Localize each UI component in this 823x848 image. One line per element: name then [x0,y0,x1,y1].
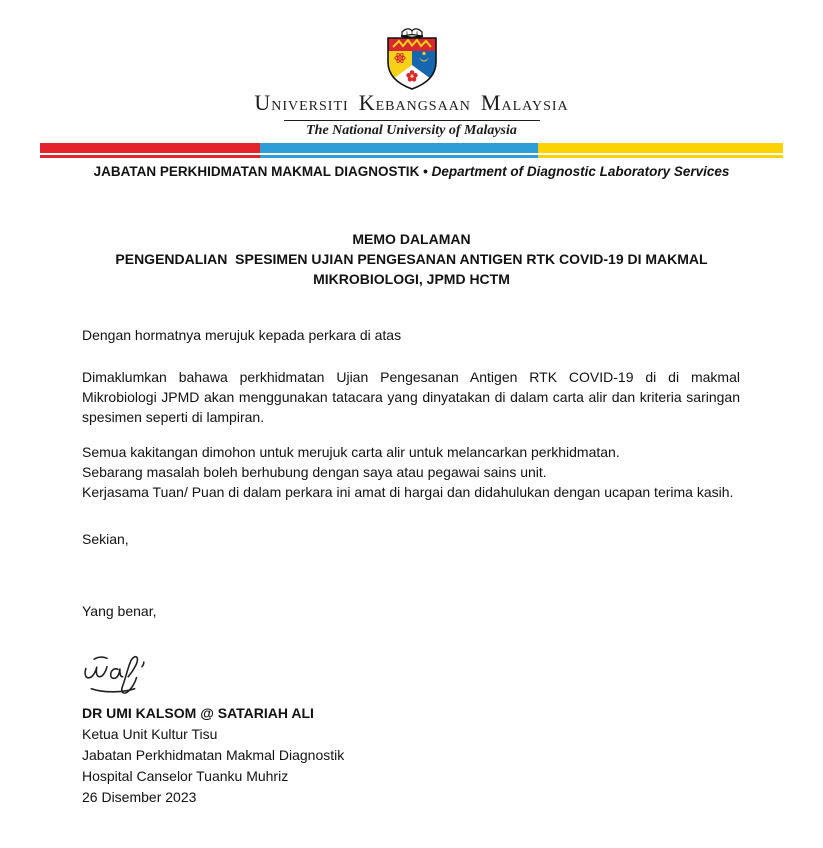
letterhead [0,0,823,179]
salutation: Yang benar, [82,603,157,619]
university-name-word: MALAYSIA [480,90,569,115]
bar-red-segment [40,143,260,153]
paragraph-line: Mikrobiologi JPMD akan menggunakan tatacara yang dinyatakan di dalam carta alir dan kriteria saringan [82,389,740,405]
tricolor-bar [40,143,783,158]
signatory-block [82,703,740,808]
paragraph-line: Sebarang masalah boleh berhubung dengan saya atau pegawai sains unit. [82,464,547,480]
paragraph-line: Kerjasama Tuan/ Puan di dalam perkara ini amat di hargai dan didahulukan dengan ucapan terima kasih. [82,484,734,500]
tricolor-bar-thick [40,143,783,153]
university-name-word: KEBANGSAAN [358,90,471,115]
signatory-department: Jabatan Perkhidmatan Makmal Diagnostik [82,747,345,763]
signatory-hospital: Hospital Canselor Tuanku Muhriz [82,768,289,784]
signatory-position: Ketua Unit Kultur Tisu [82,726,218,742]
department-header [0,164,823,179]
signatory-name: DR UMI KALSOM @ SATARIAH ALI [82,705,314,721]
bar-yellow-segment [538,143,783,153]
memo-body [82,325,740,808]
wordmark-divider [284,120,540,121]
paragraph-notice [82,367,740,427]
memo-title [0,229,823,289]
university-name-word: UNIVERSITI [254,90,349,115]
tricolor-bar-thin [40,155,783,158]
memo-title-line: MEMO DALAMAN [352,231,471,247]
paragraph-line: Semua kakitangan dimohon untuk merujuk carta alir untuk melancarkan perkhidmatan. [82,444,620,460]
memo-date: 26 Disember 2023 [82,789,197,805]
memo-subject-line: PENGENDALIAN SPESIMEN UJIAN PENGESANAN ANTIGEN RTK COVID-19 DI MAKMAL [115,251,708,267]
department-name-malay: JABATAN PERKHIDMATAN MAKMAL DIAGNOSTIK [93,164,420,179]
memo-subject-line: MIKROBIOLOGI, JPMD HCTM [313,271,510,287]
closing-word: Sekian, [82,531,129,547]
bar-blue-segment [260,143,538,153]
bar-red-segment [40,155,260,158]
university-tagline: The National University of Malaysia [306,123,517,138]
department-name-english: Department of Diagnostic Laboratory Services [431,164,730,179]
bar-yellow-segment [538,155,783,158]
paragraph-line: spesimen seperti di lampiran. [82,409,265,425]
paragraph-line: Dimaklumkan bahawa perkhidmatan Ujian Pengesanan Antigen RTK COVID-19 di di makmal [82,369,740,385]
opening-line: Dengan hormatnya merujuk kepada perkara di atas [82,327,402,343]
paragraph-instructions [82,442,740,502]
bullet-separator: • [423,164,428,179]
university-name [0,90,823,120]
ukm-crest-logo [383,26,441,90]
bar-blue-segment [260,155,538,158]
signature-scribble [78,651,182,697]
